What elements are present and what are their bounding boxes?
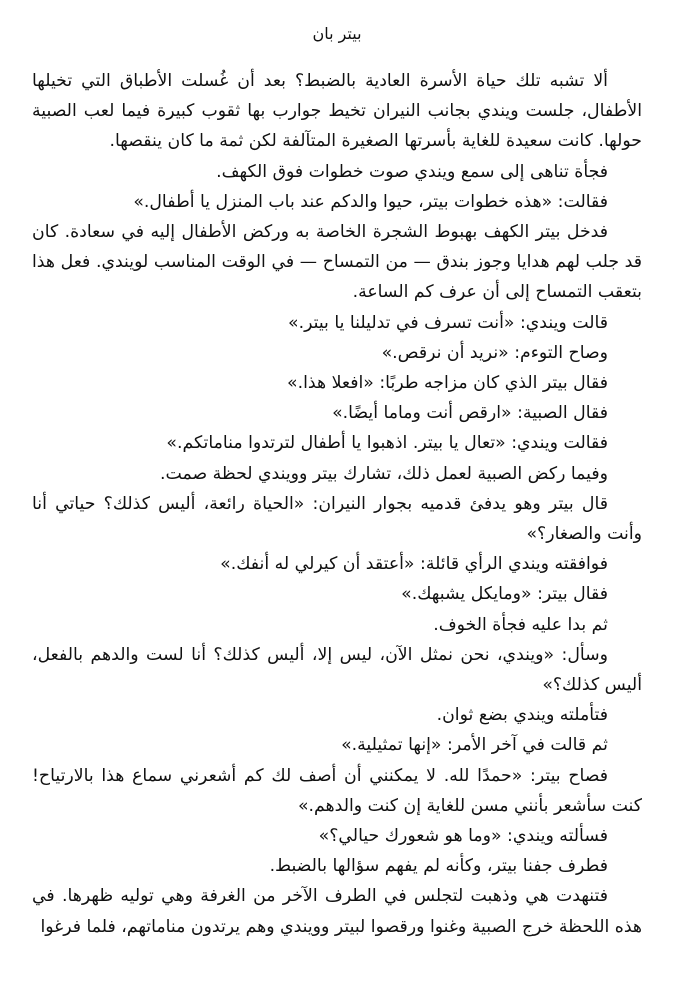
paragraph: فوافقته ويندي الرأي قائلة: «أعتقد أن كيرلي له أنفك.» <box>220 554 608 575</box>
paragraph: فقال بيتر: «ومايكل يشبهك.» <box>401 584 608 605</box>
paragraph: فطرف جفنا بيتر، وكأنه لم يفهم سؤالها بالضبط. <box>269 856 608 877</box>
body-text <box>32 66 642 942</box>
paragraph: ألا تشبه تلك حياة الأسرة العادية بالضبط؟ بعد أن غُسلت الأطباق التي تخيلها الأطفال، جلست ويندي بجانب النيران تخيط جوارب بها ثقوب كبيرة فيما لعب الصبية حولها. كانت سعيدة للغاية بأسرتها الصغيرة المتآلفة لكن ثمة ما كان ينقصها. <box>32 71 642 152</box>
paragraph: وسأل: «ويندي، نحن نمثل الآن، ليس إلا، أليس كذلك؟ أنا لست والدهم بالفعل، أليس كذلك؟» <box>32 644 642 696</box>
paragraph: قال بيتر وهو يدفئ قدميه بجوار النيران: «الحياة رائعة، أليس كذلك؟ حياتي أنا وأنت والصغار؟» <box>32 493 642 545</box>
paragraph: قالت ويندي: «أنت تسرف في تدليلنا يا بيتر.» <box>288 312 608 333</box>
paragraph: فجأة تناهى إلى سمع ويندي صوت خطوات فوق الكهف. <box>216 161 608 182</box>
paragraph: فقالت ويندي: «تعال يا بيتر. اذهبوا يا أطفال لترتدوا مناماتكم.» <box>166 433 608 454</box>
paragraph: فصاح بيتر: «حمدًا لله. لا يمكنني أن أصف لك كم أشعرني سماع هذا بالارتياح! كنت سأشعر بأنني مسن للغاية إن كنت والدهم.» <box>32 765 642 816</box>
paragraph: فتأملته ويندي بضع ثوان. <box>436 705 608 726</box>
paragraph: ثم بدا عليه فجأة الخوف. <box>433 614 608 635</box>
running-head-title: بيتر بان <box>312 24 362 43</box>
paragraph: فقال بيتر الذي كان مزاجه طربًا: «افعلا هذا.» <box>287 373 608 394</box>
paragraph: وفيما ركض الصبية لعمل ذلك، تشارك بيتر وويندي لحظة صمت. <box>160 463 608 484</box>
paragraph: فتنهدت هي وذهبت لتجلس في الطرف الآخر من الغرفة وهي توليه ظهرها. في هذه اللحظة خرج الصبية وغنوا ورقصوا لبيتر وويندي وهم يرتدون مناماتهم، فلما فرغوا <box>32 886 642 937</box>
paragraph: وصاح التوءم: «نريد أن نرقص.» <box>381 342 608 363</box>
paragraph: فقالت: «هذه خطوات بيتر، حيوا والدكم عند باب المنزل يا أطفال.» <box>133 191 608 212</box>
paragraph: فقال الصبية: «ارقص أنت وماما أيضًا.» <box>332 403 608 424</box>
paragraph: ثم قالت في آخر الأمر: «إنها تمثيلية.» <box>341 735 608 756</box>
paragraph: فسألته ويندي: «وما هو شعورك حيالي؟» <box>318 826 608 847</box>
paragraph: فدخل بيتر الكهف بهبوط الشجرة الخاصة به وركض الأطفال إليه في سعادة. كان قد جلب لهم هدايا وجوز بندق — من التمساح — في الوقت المناسب لويندي. فعل هذا بتعقب التمساح إلى أن عرف كم الساعة. <box>32 222 642 303</box>
